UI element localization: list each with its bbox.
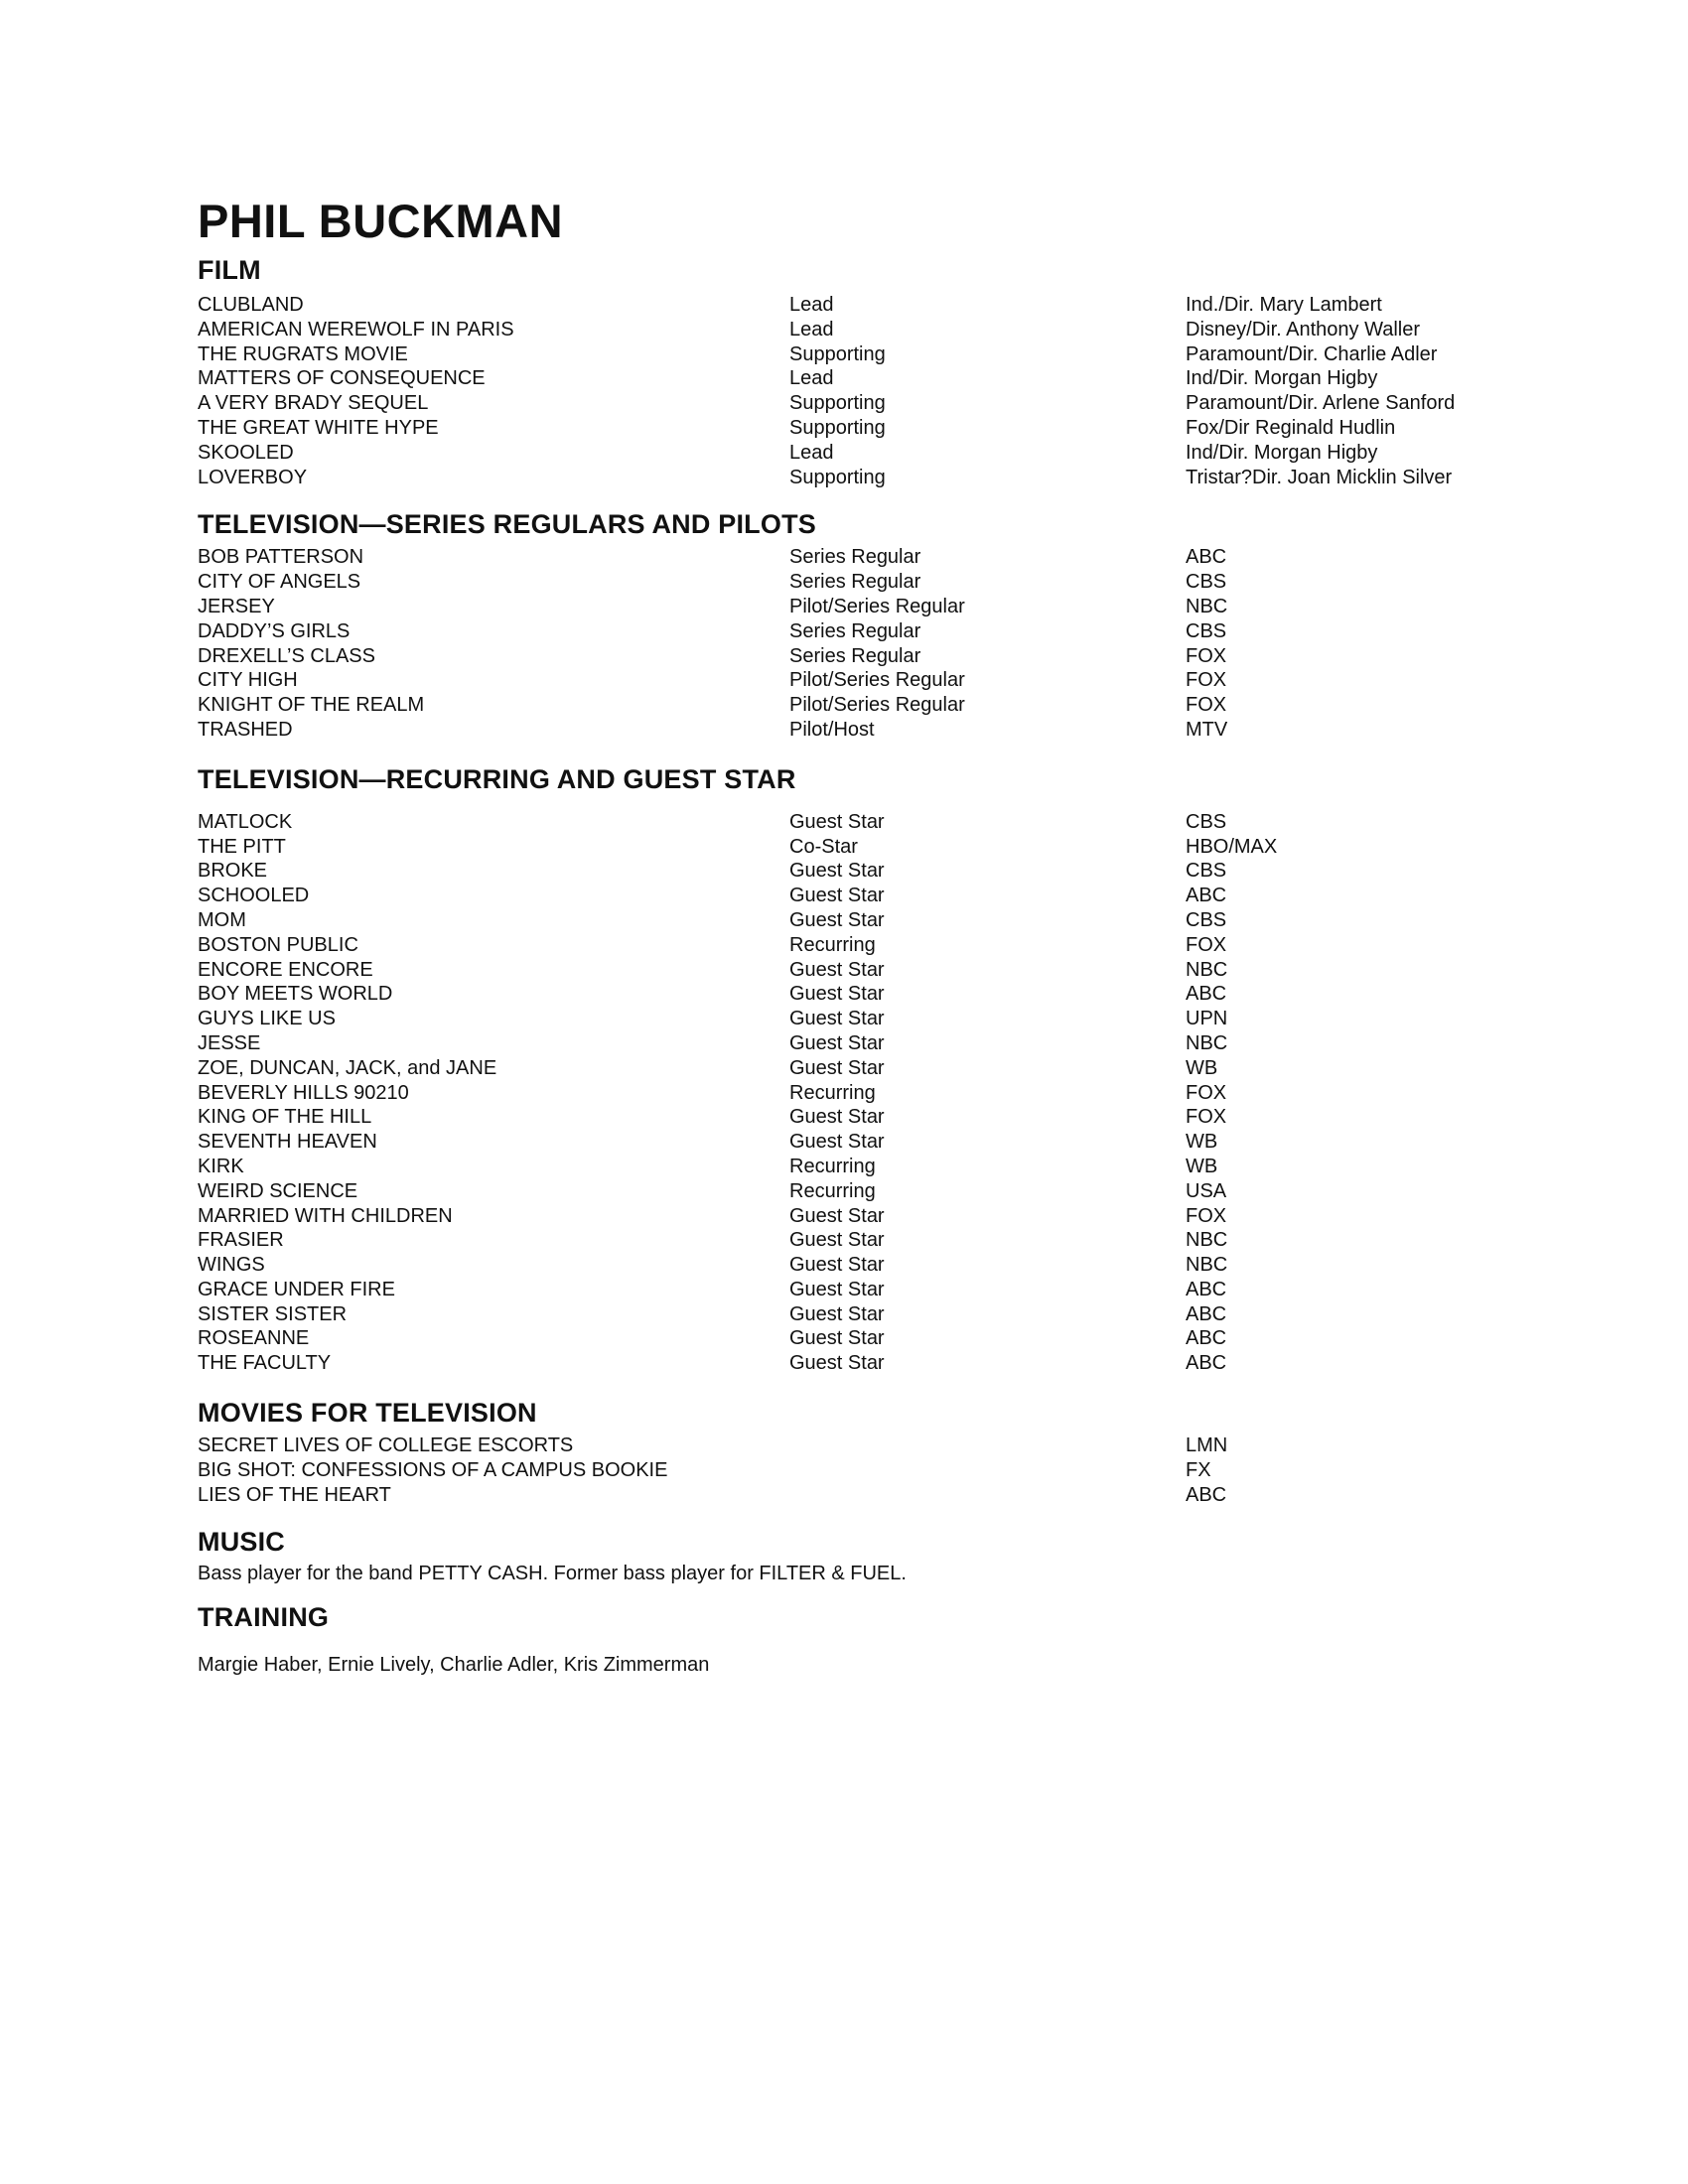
credit-role: Guest Star bbox=[789, 1352, 885, 1375]
credit-studio: Tristar?Dir. Joan Micklin Silver bbox=[1186, 466, 1453, 488]
credit-studio: ABC bbox=[1186, 885, 1227, 907]
credit-studio: Disney/Dir. Anthony Waller bbox=[1186, 318, 1421, 341]
credit-row bbox=[198, 1056, 1488, 1081]
credit-studio: USA bbox=[1186, 1179, 1227, 1202]
credit-row bbox=[198, 859, 1488, 884]
film-credits bbox=[198, 293, 1488, 489]
tv-movies-credits bbox=[198, 1433, 1488, 1507]
credit-title: GRACE UNDER FIRE bbox=[198, 1278, 395, 1300]
credit-title: JERSEY bbox=[198, 595, 275, 617]
credit-title: A VERY BRADY SEQUEL bbox=[198, 392, 429, 415]
credit-studio: Ind./Dir. Mary Lambert bbox=[1186, 294, 1382, 316]
credit-role: Lead bbox=[789, 367, 834, 390]
credit-row bbox=[198, 1253, 1488, 1278]
credit-row bbox=[198, 342, 1488, 367]
credit-studio: FOX bbox=[1186, 1204, 1227, 1227]
credit-studio: WB bbox=[1186, 1155, 1218, 1177]
tv-series-credits bbox=[198, 545, 1488, 742]
credit-row bbox=[198, 595, 1488, 619]
credit-row bbox=[198, 668, 1488, 693]
credit-studio: CBS bbox=[1186, 810, 1227, 833]
credit-role: Guest Star bbox=[789, 1131, 885, 1154]
credit-studio: LMN bbox=[1186, 1434, 1228, 1457]
training-text: Margie Haber, Ernie Lively, Charlie Adler, Kris Zimmerman bbox=[198, 1654, 710, 1677]
tv-guest-credits bbox=[198, 810, 1488, 1376]
credit-title: BROKE bbox=[198, 860, 268, 883]
credit-title: DREXELL’S CLASS bbox=[198, 644, 375, 667]
credit-row bbox=[198, 416, 1488, 441]
tv-series-heading: TELEVISION—SERIES REGULARS AND PILOTS bbox=[198, 509, 816, 540]
credit-row bbox=[198, 982, 1488, 1007]
credit-row bbox=[198, 1433, 1488, 1458]
credit-studio: Paramount/Dir. Arlene Sanford bbox=[1186, 392, 1456, 415]
credit-row bbox=[198, 619, 1488, 644]
credit-row bbox=[198, 1302, 1488, 1327]
credit-title: SEVENTH HEAVEN bbox=[198, 1131, 377, 1154]
credit-studio: HBO/MAX bbox=[1186, 835, 1278, 858]
credit-role: Recurring bbox=[789, 1155, 876, 1177]
credit-studio: FX bbox=[1186, 1458, 1211, 1481]
credit-row bbox=[198, 810, 1488, 835]
credit-role: Supporting bbox=[789, 466, 886, 488]
credit-studio: FOX bbox=[1186, 669, 1227, 692]
credit-role: Guest Star bbox=[789, 1229, 885, 1252]
credit-title: CITY OF ANGELS bbox=[198, 571, 361, 594]
credit-role: Guest Star bbox=[789, 1106, 885, 1129]
credit-title: WINGS bbox=[198, 1254, 265, 1277]
credit-title: THE PITT bbox=[198, 835, 286, 858]
credit-title: AMERICAN WEREWOLF IN PARIS bbox=[198, 318, 514, 341]
credit-title: LIES OF THE HEART bbox=[198, 1483, 391, 1506]
credit-studio: ABC bbox=[1186, 1278, 1227, 1300]
credit-row bbox=[198, 1130, 1488, 1155]
credit-row bbox=[198, 933, 1488, 958]
credit-role: Pilot/Series Regular bbox=[789, 595, 965, 617]
credit-role: Supporting bbox=[789, 392, 886, 415]
credit-row bbox=[198, 884, 1488, 908]
credit-studio: NBC bbox=[1186, 1254, 1228, 1277]
credit-role: Guest Star bbox=[789, 1204, 885, 1227]
credit-studio: Ind/Dir. Morgan Higby bbox=[1186, 441, 1378, 464]
credit-row bbox=[198, 293, 1488, 318]
credit-row bbox=[198, 644, 1488, 669]
credit-row bbox=[198, 1179, 1488, 1204]
credit-studio: NBC bbox=[1186, 1031, 1228, 1054]
credit-role: Guest Star bbox=[789, 1327, 885, 1350]
credit-studio: Fox/Dir Reginald Hudlin bbox=[1186, 416, 1396, 439]
credit-studio: Paramount/Dir. Charlie Adler bbox=[1186, 342, 1438, 365]
credit-title: THE GREAT WHITE HYPE bbox=[198, 416, 439, 439]
credit-row bbox=[198, 1081, 1488, 1106]
credit-role: Pilot/Series Regular bbox=[789, 669, 965, 692]
credit-studio: NBC bbox=[1186, 595, 1228, 617]
credit-row bbox=[198, 1204, 1488, 1229]
credit-row bbox=[198, 441, 1488, 466]
credit-studio: FOX bbox=[1186, 1106, 1227, 1129]
credit-title: MOM bbox=[198, 908, 246, 931]
credit-role: Guest Star bbox=[789, 1254, 885, 1277]
credit-title: SISTER SISTER bbox=[198, 1302, 348, 1325]
credit-row bbox=[198, 1228, 1488, 1253]
credit-role: Guest Star bbox=[789, 1278, 885, 1300]
credit-row bbox=[198, 1326, 1488, 1351]
credit-role: Guest Star bbox=[789, 1302, 885, 1325]
credit-studio: CBS bbox=[1186, 908, 1227, 931]
credit-role: Guest Star bbox=[789, 958, 885, 981]
credit-row bbox=[198, 366, 1488, 391]
credit-title: KIRK bbox=[198, 1155, 244, 1177]
film-heading: FILM bbox=[198, 255, 261, 285]
credit-role: Guest Star bbox=[789, 810, 885, 833]
credit-studio: NBC bbox=[1186, 1229, 1228, 1252]
credit-row bbox=[198, 1105, 1488, 1130]
credit-title: MATTERS OF CONSEQUENCE bbox=[198, 367, 486, 390]
credit-title: CITY HIGH bbox=[198, 669, 298, 692]
music-heading: MUSIC bbox=[198, 1527, 285, 1558]
credit-title: BEVERLY HILLS 90210 bbox=[198, 1081, 409, 1104]
credit-studio: FOX bbox=[1186, 694, 1227, 717]
credit-role: Guest Star bbox=[789, 908, 885, 931]
credit-row bbox=[198, 718, 1488, 743]
credit-role: Lead bbox=[789, 318, 834, 341]
credit-studio: ABC bbox=[1186, 983, 1227, 1006]
credit-studio: CBS bbox=[1186, 860, 1227, 883]
credit-title: TRASHED bbox=[198, 718, 293, 741]
credit-studio: UPN bbox=[1186, 1008, 1228, 1030]
credit-role: Lead bbox=[789, 294, 834, 316]
credit-role: Series Regular bbox=[789, 619, 921, 642]
credit-row bbox=[198, 466, 1488, 490]
credit-role: Co-Star bbox=[789, 835, 858, 858]
credit-row bbox=[198, 1007, 1488, 1031]
credit-studio: MTV bbox=[1186, 718, 1228, 741]
credit-title: DADDY’S GIRLS bbox=[198, 619, 351, 642]
credit-row bbox=[198, 1351, 1488, 1376]
credit-title: KNIGHT OF THE REALM bbox=[198, 694, 425, 717]
credit-title: CLUBLAND bbox=[198, 294, 304, 316]
credit-title: GUYS LIKE US bbox=[198, 1008, 336, 1030]
credit-role: Recurring bbox=[789, 933, 876, 956]
training-heading: TRAINING bbox=[198, 1602, 330, 1633]
credit-studio: NBC bbox=[1186, 958, 1228, 981]
credit-studio: Ind/Dir. Morgan Higby bbox=[1186, 367, 1378, 390]
actor-name: PHIL BUCKMAN bbox=[198, 195, 564, 247]
credit-title: SKOOLED bbox=[198, 441, 294, 464]
credit-role: Supporting bbox=[789, 342, 886, 365]
credit-title: BOSTON PUBLIC bbox=[198, 933, 358, 956]
credit-title: KING OF THE HILL bbox=[198, 1106, 372, 1129]
credit-row bbox=[198, 318, 1488, 342]
credit-studio: CBS bbox=[1186, 571, 1227, 594]
credit-row bbox=[198, 908, 1488, 933]
credit-title: MATLOCK bbox=[198, 810, 293, 833]
credit-studio: FOX bbox=[1186, 644, 1227, 667]
credit-role: Guest Star bbox=[789, 885, 885, 907]
credit-studio: CBS bbox=[1186, 619, 1227, 642]
credit-title: SCHOOLED bbox=[198, 885, 310, 907]
credit-row bbox=[198, 1278, 1488, 1302]
credit-studio: ABC bbox=[1186, 1302, 1227, 1325]
credit-role: Lead bbox=[789, 441, 834, 464]
credit-role: Guest Star bbox=[789, 860, 885, 883]
credit-row bbox=[198, 835, 1488, 860]
credit-row bbox=[198, 570, 1488, 595]
credit-role: Pilot/Series Regular bbox=[789, 694, 965, 717]
credit-row bbox=[198, 1483, 1488, 1508]
music-text: Bass player for the band PETTY CASH. Former bass player for FILTER & FUEL. bbox=[198, 1563, 907, 1585]
credit-role: Supporting bbox=[789, 416, 886, 439]
credit-title: BOY MEETS WORLD bbox=[198, 983, 393, 1006]
credit-studio: FOX bbox=[1186, 1081, 1227, 1104]
credit-title: JESSE bbox=[198, 1031, 261, 1054]
credit-studio: ABC bbox=[1186, 1483, 1227, 1506]
credit-role: Recurring bbox=[789, 1081, 876, 1104]
credit-role: Series Regular bbox=[789, 644, 921, 667]
credit-role: Series Regular bbox=[789, 546, 921, 569]
credit-row bbox=[198, 1155, 1488, 1179]
credit-title: ROSEANNE bbox=[198, 1327, 310, 1350]
credit-role: Guest Star bbox=[789, 1008, 885, 1030]
credit-studio: ABC bbox=[1186, 1352, 1227, 1375]
credit-studio: WB bbox=[1186, 1056, 1218, 1079]
credit-studio: FOX bbox=[1186, 933, 1227, 956]
credit-role: Recurring bbox=[789, 1179, 876, 1202]
credit-title: BIG SHOT: CONFESSIONS OF A CAMPUS BOOKIE bbox=[198, 1458, 668, 1481]
credit-title: FRASIER bbox=[198, 1229, 284, 1252]
credit-row bbox=[198, 958, 1488, 983]
credit-studio: ABC bbox=[1186, 546, 1227, 569]
credit-role: Guest Star bbox=[789, 1056, 885, 1079]
credit-role: Guest Star bbox=[789, 983, 885, 1006]
credit-role: Guest Star bbox=[789, 1031, 885, 1054]
credit-title: BOB PATTERSON bbox=[198, 546, 364, 569]
credit-studio: ABC bbox=[1186, 1327, 1227, 1350]
credit-row bbox=[198, 1031, 1488, 1056]
credit-title: MARRIED WITH CHILDREN bbox=[198, 1204, 453, 1227]
credit-title: THE RUGRATS MOVIE bbox=[198, 342, 408, 365]
tv-guest-heading: TELEVISION—RECURRING AND GUEST STAR bbox=[198, 763, 796, 794]
credit-role: Series Regular bbox=[789, 571, 921, 594]
credit-row bbox=[198, 1458, 1488, 1483]
credit-studio: WB bbox=[1186, 1131, 1218, 1154]
credit-row bbox=[198, 391, 1488, 416]
credit-title: ZOE, DUNCAN, JACK, and JANE bbox=[198, 1056, 497, 1079]
credit-title: SECRET LIVES OF COLLEGE ESCORTS bbox=[198, 1434, 574, 1457]
credit-row bbox=[198, 693, 1488, 718]
resume-page bbox=[198, 194, 1488, 1678]
credit-role: Pilot/Host bbox=[789, 718, 875, 741]
credit-title: LOVERBOY bbox=[198, 466, 308, 488]
credit-title: THE FACULTY bbox=[198, 1352, 332, 1375]
credit-row bbox=[198, 545, 1488, 570]
credit-title: ENCORE ENCORE bbox=[198, 958, 373, 981]
credit-title: WEIRD SCIENCE bbox=[198, 1179, 358, 1202]
tv-movies-heading: MOVIES FOR TELEVISION bbox=[198, 1398, 537, 1429]
